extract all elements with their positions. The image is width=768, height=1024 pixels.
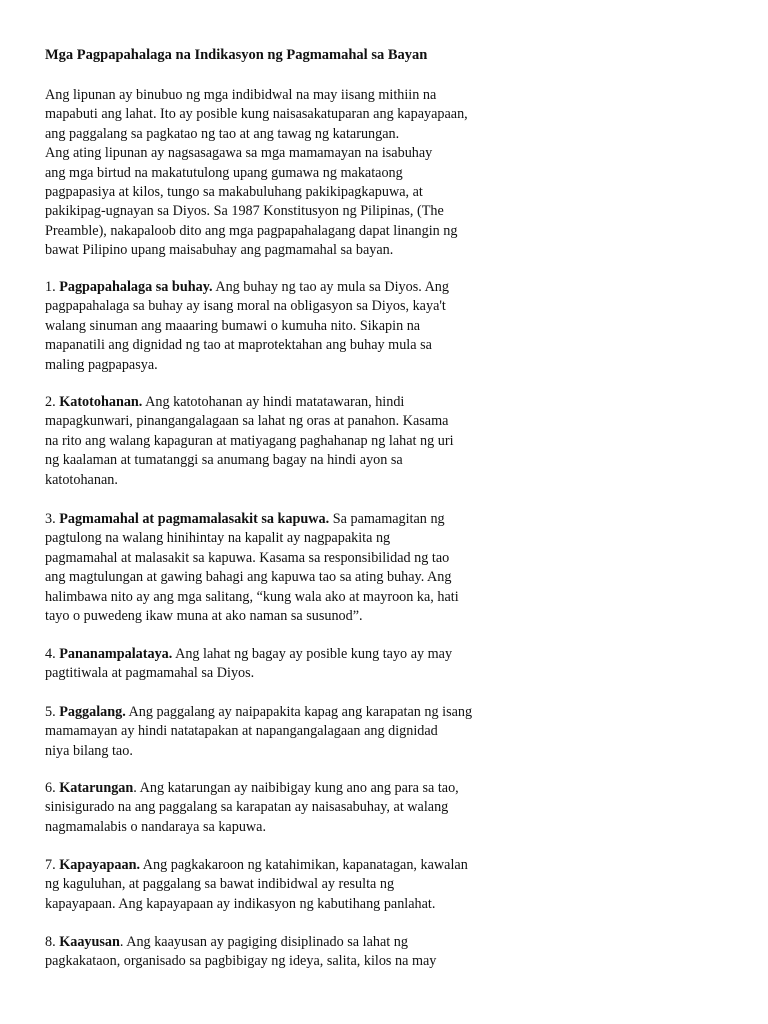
item-number: 6.	[45, 780, 60, 796]
item-first-line	[45, 703, 472, 722]
item-term: Pagpapahalaga sa buhay.	[59, 279, 213, 295]
intro-line: pakikipag-ugnayan sa Diyos. Sa 1987 Konstitusyon ng Pilipinas, (The	[45, 203, 444, 220]
item-term: Katotohanan.	[59, 394, 143, 410]
item-term: Pagmamahal at pagmamalasakit sa kapuwa.	[59, 511, 330, 527]
item-text: . Ang katarungan ay naibibigay kung ano ang para sa tao,	[133, 780, 459, 796]
intro-line: bawat Pilipino upang maisabuhay ang pagmamahal sa bayan.	[45, 242, 394, 259]
value-item-7	[45, 856, 468, 914]
item-number: 5.	[45, 704, 60, 720]
item-line: mapagkunwari, pinangangalagaan sa lahat ng oras at panahon. Kasama	[45, 413, 449, 430]
item-line: pagpapahalaga sa buhay ay isang moral na obligasyon sa Diyos, kaya't	[45, 298, 446, 315]
item-line: pagtitiwala at pagmamahal sa Diyos.	[45, 665, 255, 682]
item-text: Ang lahat ng bagay ay posible kung tayo ay may	[172, 646, 453, 662]
intro-line: Ang ating lipunan ay nagsasagawa sa mga mamamayan na isabuhay	[45, 145, 433, 162]
value-item-2	[45, 393, 454, 490]
item-line: niya bilang tao.	[45, 742, 133, 759]
item-line: pagkakataon, organisado sa pagbibigay ng ideya, salita, kilos na may	[45, 953, 437, 970]
item-line: pagmamahal at malasakit sa kapuwa. Kasama sa responsibilidad ng tao	[45, 549, 450, 566]
item-text: Ang buhay ng tao ay mula sa Diyos. Ang	[212, 279, 449, 295]
item-line: mapanatili ang dignidad ng tao at maprotektahan ang buhay mula sa	[45, 337, 432, 354]
item-term: Kaayusan	[59, 934, 120, 950]
item-number: 3.	[45, 511, 60, 527]
item-first-line	[45, 779, 459, 798]
item-text: Sa pamamagitan ng	[329, 511, 445, 527]
item-number: 4.	[45, 646, 60, 662]
value-item-4	[45, 645, 452, 684]
item-line: walang sinuman ang maaaring bumawi o kumuha nito. Sikapin na	[45, 317, 421, 334]
value-item-8	[45, 933, 436, 972]
item-line: sinisigurado na ang paggalang sa karapatan ay naisasabuhay, at walang	[45, 799, 449, 816]
item-first-line	[45, 856, 468, 875]
document-title: Mga Pagpapahalaga na Indikasyon ng Pagmamahal sa Bayan	[45, 47, 428, 63]
item-first-line	[45, 645, 452, 664]
item-term: Paggalang.	[59, 704, 126, 720]
item-first-line	[45, 510, 459, 529]
item-line: maling pagpapasya.	[45, 356, 158, 373]
intro-paragraph	[45, 86, 468, 261]
item-line: katotohanan.	[45, 471, 118, 488]
item-text: . Ang kaayusan ay pagiging disiplinado sa lahat ng	[119, 934, 408, 950]
intro-line: mapabuti ang lahat. Ito ay posible kung naisasakatuparan ang kapayapaan,	[45, 106, 468, 123]
value-item-5	[45, 703, 472, 761]
intro-line: Ang lipunan ay binubuo ng mga indibidwal na may iisang mithiin na	[45, 87, 437, 103]
item-number: 1.	[45, 279, 60, 295]
intro-line: ang mga birtud na makatutulong upang gumawa ng makataong	[45, 164, 403, 181]
item-line: ng kaalaman at tumatanggi sa anumang bagay na hindi ayon sa	[45, 452, 403, 469]
intro-line: pagpapasiya at kilos, tungo sa makabuluhang pakikipagkapuwa, at	[45, 183, 423, 200]
item-number: 2.	[45, 394, 60, 410]
value-item-6	[45, 779, 459, 837]
item-number: 7.	[45, 857, 60, 873]
item-line: ang magtulungan at gawing bahagi ang kapuwa tao sa ating buhay. Ang	[45, 569, 452, 586]
item-line: mamamayan ay hindi natatapakan at napangangalagaan ang dignidad	[45, 723, 438, 740]
item-line: halimbawa nito ay ang mga salitang, “kung wala ako at mayroon ka, hati	[45, 588, 459, 605]
intro-line: ang paggalang sa pagkatao ng tao at ang tawag ng katarungan.	[45, 125, 400, 142]
item-text: Ang pagkakaroon ng katahimikan, kapanatagan, kawalan	[140, 857, 468, 873]
intro-line: Preamble), nakapaloob dito ang mga pagpapahalagang dapat linangin ng	[45, 222, 458, 239]
item-text: Ang katotohanan ay hindi matatawaran, hindi	[142, 394, 405, 410]
item-line: tayo o puwedeng ikaw muna at ako naman sa susunod”.	[45, 607, 363, 624]
item-term: Katarungan	[59, 780, 134, 796]
item-term: Kapayapaan.	[59, 857, 141, 873]
item-number: 8.	[45, 934, 60, 950]
item-line: pagtulong na walang hinihintay na kapalit ay nagpapakita ng	[45, 530, 391, 547]
value-item-3	[45, 510, 459, 626]
item-line: na rito ang walang kapaguran at matiyagang paghahanap ng lahat ng uri	[45, 432, 454, 449]
item-first-line	[45, 278, 449, 297]
item-line: kapayapaan. Ang kapayapaan ay indikasyon ng kabutihang panlahat.	[45, 895, 436, 912]
item-line: nagmamalabis o nandaraya sa kapuwa.	[45, 818, 267, 835]
item-first-line	[45, 393, 454, 412]
item-term: Pananampalataya.	[59, 646, 173, 662]
item-text: Ang paggalang ay naipapakita kapag ang karapatan ng isang	[125, 704, 473, 720]
item-line: ng kaguluhan, at paggalang sa bawat indibidwal ay resulta ng	[45, 876, 395, 893]
item-first-line	[45, 933, 436, 952]
value-item-1	[45, 278, 449, 375]
